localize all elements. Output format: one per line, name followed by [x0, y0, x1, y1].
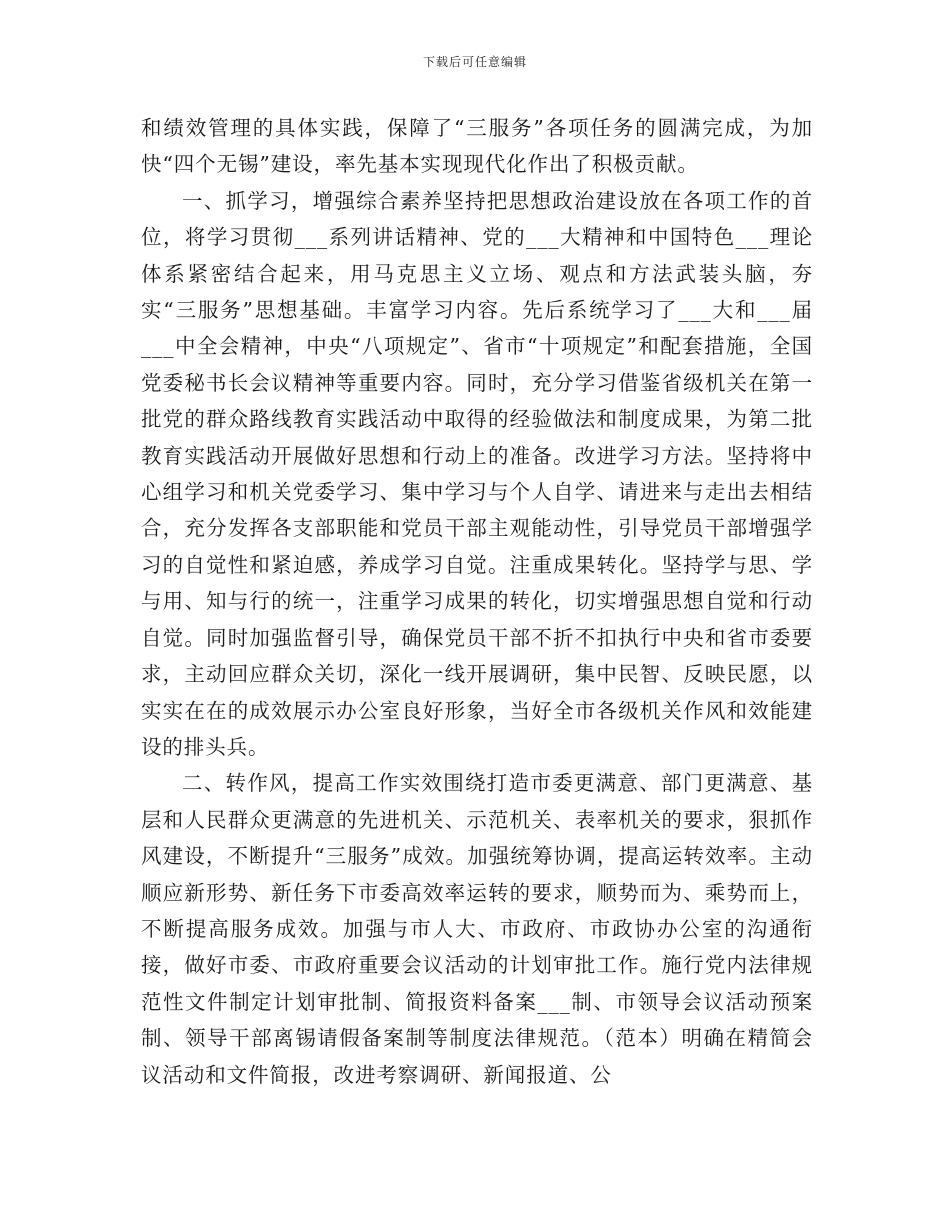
document-body — [141, 110, 813, 1093]
paragraph-section-one: 一、抓学习，增强综合素养坚持把思想政治建设放在各项工作的首位，将学习贯彻___系列讲话精神、党的___大精神和中国特色___理论体系紧密结合起来，用马克思主义立场、观点和方法武装头脑，夯实“三服务”思想基础。丰富学习内容。先后系统学习了___大和___届___中全会精神，中央“八项规定”、省市“十项规定”和配套措施，全国党委秘书长会议精神等重要内容。同时，充分学习借鉴省级机关在第一批党的群众路线教育实践活动中取得的经验做法和制度成果，为第二批教育实践活动开展做好思想和行动上的准备。改进学习方法。坚持将中心组学习和机关党委学习、集中学习与个人自学、请进来与走出去相结合，充分发挥各支部职能和党员干部主观能动性，引导党员干部增强学习的自觉性和紧迫感，养成学习自觉。注重成果转化。坚持学与思、学与用、知与行的统一，注重学习成果的转化，切实增强思想自觉和行动自觉。同时加强监督引导，确保党员干部不折不扣执行中央和省市委要求，主动回应群众关切，深化一线开展调研，集中民智、反映民愿，以实实在在的成效展示办公室良好形象，当好全市各级机关作风和效能建设的排头兵。 — [141, 188, 813, 759]
paragraph-continuation: 和绩效管理的具体实践，保障了“三服务”各项任务的圆满完成，为加快“四个无锡”建设，率先基本实现现代化作出了积极贡献。 — [141, 116, 813, 177]
paragraph-section-two: 二、转作风，提高工作实效围绕打造市委更满意、部门更满意、基层和人民群众更满意的先进机关、示范机关、表率机关的要求，狠抓作风建设，不断提升“三服务”成效。加强统筹协调，提高运转效率。主动顺应新形势、新任务下市委高效率运转的要求，顺势而为、乘势而上，不断提高服务成效。加强与市人大、市政府、市政协办公室的沟通衔接，做好市委、市政府重要会议活动的计划审批工作。施行党内法律规范性文件制定计划审批制、简报资料备案___制、市领导会议活动预案制、领导干部离锡请假备案制等制度法律规范。（范本）明确在精简会议活动和文件简报，改进考察调研、新闻报道、公 — [141, 771, 813, 1087]
page-header-note: 下载后可任意编辑 — [422, 55, 527, 69]
